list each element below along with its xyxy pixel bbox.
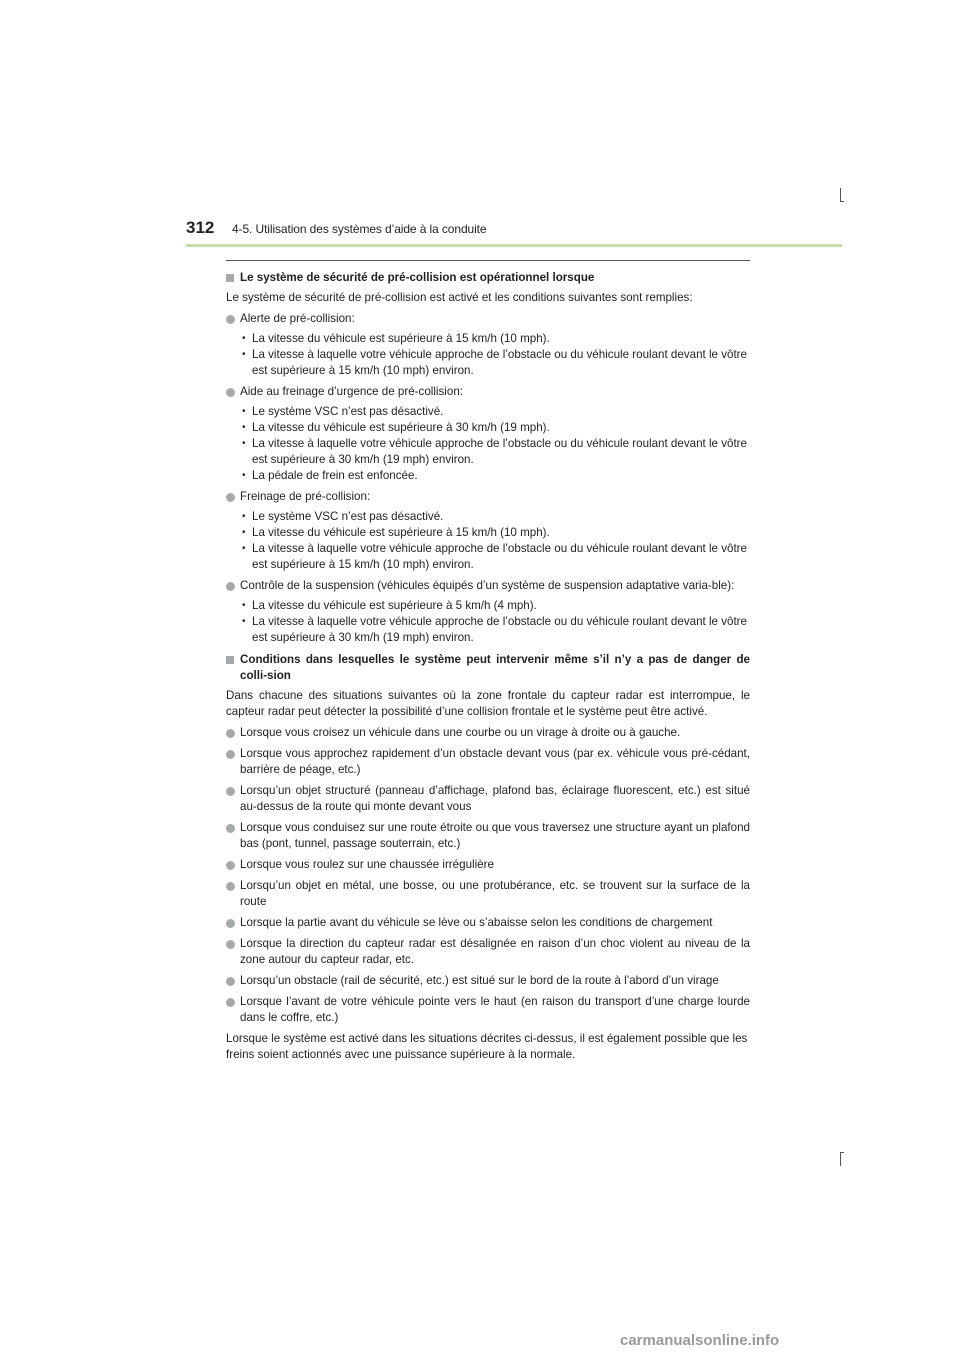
round-bullet-icon <box>226 882 235 891</box>
list-item: Aide au freinage d’urgence de pré-collision: <box>226 384 750 400</box>
content-top-rule <box>226 260 750 261</box>
round-bullet-icon <box>226 582 235 591</box>
sub-list-item: • Le système VSC n’est pas désactivé. <box>242 405 444 418</box>
round-bullet-icon <box>226 861 235 870</box>
section-title: 4-5. Utilisation des systèmes d’aide à la conduite <box>232 222 487 236</box>
round-bullet-icon <box>226 919 235 928</box>
sub-list-item: • La vitesse à laquelle votre véhicule approche de l’obstacle ou du véhicule roulant devant le vôtre est supérieure à 15 km/h (10 mph) environ. <box>242 542 747 571</box>
sub-list-item: • La vitesse du véhicule est supérieure à 30 km/h (19 mph). <box>242 421 550 434</box>
list-item: Lorsque vous conduisez sur une route étroite ou que vous traversez une structure ayant un plafond bas (pont, tunnel, passage souterrain, etc.) <box>226 820 750 852</box>
list-item: Lorsqu’un obstacle (rail de sécurité, etc.) est situé sur le bord de la route à l’abord d’un virage <box>226 973 750 989</box>
crop-mark-bottom <box>840 1152 841 1166</box>
sub-list-item: • La vitesse à laquelle votre véhicule approche de l’obstacle ou du véhicule roulant devant le vôtre est supérieure à 30 km/h (19 mph) environ. <box>242 615 747 644</box>
page-content <box>226 268 750 1063</box>
sub-list-item: • La vitesse à laquelle votre véhicule approche de l’obstacle ou du véhicule roulant devant le vôtre est supérieure à 30 km/h (19 mph) environ. <box>242 437 747 466</box>
round-bullet-icon <box>226 940 235 949</box>
sub-list-item: • Le système VSC n’est pas désactivé. <box>242 510 444 523</box>
round-bullet-icon <box>226 750 235 759</box>
list-item: Lorsqu’un objet structuré (panneau d’affichage, plafond bas, éclairage fluorescent, etc.) est situé au-dessus de la route qui monte devant vous <box>226 783 750 815</box>
sub-list-item: • La pédale de frein est enfoncée. <box>242 469 418 482</box>
round-bullet-icon <box>226 388 235 397</box>
square-bullet-icon <box>226 656 234 664</box>
section-intro: Dans chacune des situations suivantes où la zone frontale du capteur radar est interrompue, le capteur radar peut détecter la possibilité d’une collision frontale et le système peut être activé. <box>226 689 750 718</box>
sub-list-item: • La vitesse à laquelle votre véhicule approche de l’obstacle ou du véhicule roulant devant le vôtre est supérieure à 15 km/h (10 mph) environ. <box>242 348 747 377</box>
section-intro: Le système de sécurité de pré-collision est activé et les conditions suivantes sont remplies: <box>226 291 693 304</box>
round-bullet-icon <box>226 824 235 833</box>
list-item: Freinage de pré-collision: <box>226 489 750 505</box>
section-heading-false-activation: Conditions dans lesquelles le système peut intervenir même s’il n’y a pas de danger de colli-sion <box>226 652 750 684</box>
sub-list-item: • La vitesse du véhicule est supérieure à 15 km/h (10 mph). <box>242 526 550 539</box>
closing-paragraph: Lorsque le système est activé dans les situations décrites ci-dessus, il est également possible que les freins soient actionnés avec une puissance supérieure à la normale. <box>226 1032 748 1061</box>
round-bullet-icon <box>226 998 235 1007</box>
round-bullet-icon <box>226 787 235 796</box>
list-item: Lorsque vous roulez sur une chaussée irrégulière <box>226 857 750 873</box>
round-bullet-icon <box>226 493 235 502</box>
watermark[interactable]: carmanualsonline.info <box>620 1332 780 1349</box>
square-bullet-icon <box>226 274 234 282</box>
list-item: Lorsque la direction du capteur radar est désalignée en raison d’un choc violent au niveau de la zone autour du capteur radar, etc. <box>226 936 750 968</box>
crop-mark-top <box>840 188 841 202</box>
list-item: Lorsque vous approchez rapidement d’un obstacle devant vous (par ex. véhicule vous pré-cédant, barrière de péage, etc.) <box>226 746 750 778</box>
list-item: Alerte de pré-collision: <box>226 311 750 327</box>
list-item: Lorsque vous croisez un véhicule dans une courbe ou un virage à droite ou à gauche. <box>226 725 750 741</box>
list-item: Lorsque la partie avant du véhicule se lève ou s’abaisse selon les conditions de chargement <box>226 915 750 931</box>
list-item: Lorsqu’un objet en métal, une bosse, ou une protubérance, etc. se trouvent sur la surface de la route <box>226 878 750 910</box>
sub-list-item: • La vitesse du véhicule est supérieure à 15 km/h (10 mph). <box>242 332 550 345</box>
list-item: Lorsque l’avant de votre véhicule pointe vers le haut (en raison du transport d’une charge lourde dans le coffre, etc.) <box>226 994 750 1026</box>
header-rule <box>186 244 842 247</box>
section-heading-operational: Le système de sécurité de pré-collision est opérationnel lorsque <box>226 270 750 286</box>
round-bullet-icon <box>226 977 235 986</box>
round-bullet-icon <box>226 729 235 738</box>
sub-list-item: • La vitesse du véhicule est supérieure à 5 km/h (4 mph). <box>242 599 537 612</box>
list-item: Contrôle de la suspension (véhicules équipés d’un système de suspension adaptative varia-ble): <box>226 578 750 594</box>
round-bullet-icon <box>226 315 235 324</box>
page-number: 312 <box>186 218 215 237</box>
